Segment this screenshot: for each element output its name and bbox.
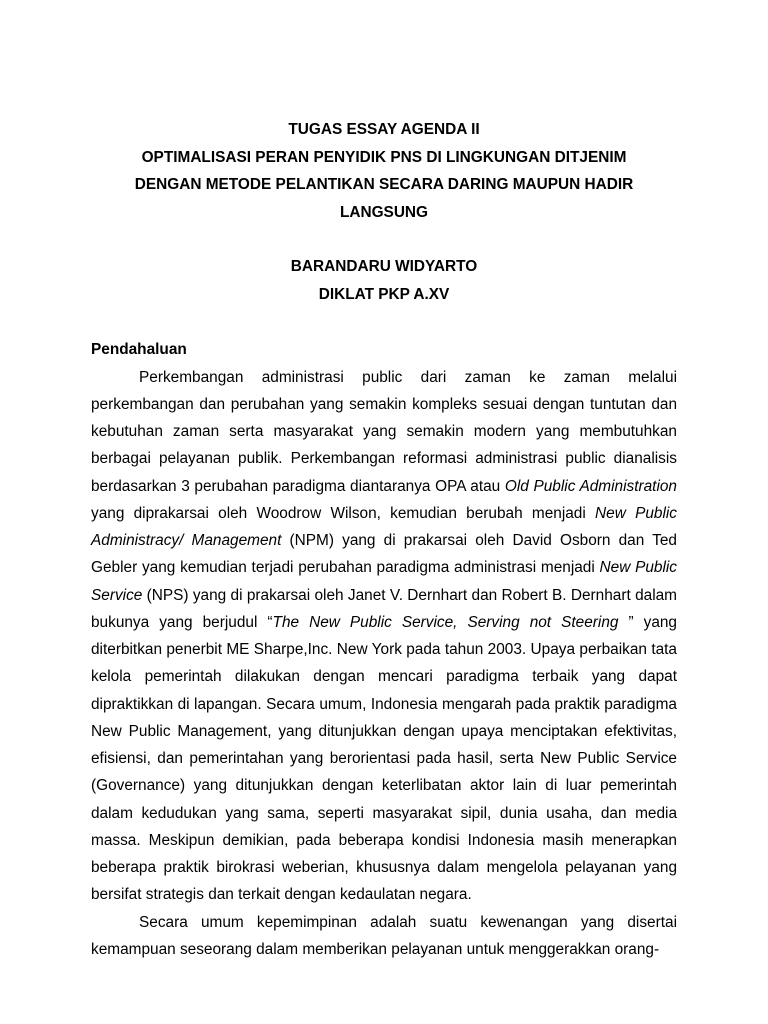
paragraph-1-italic-4: The New Public Service, Serving not Steering — [272, 613, 629, 631]
title-line-1: TUGAS ESSAY AGENDA II — [288, 121, 480, 138]
paragraph-1-text-1: Perkembangan administrasi public dari zaman ke zaman melalui perkembangan dan perubahan yang semakin kompleks sesuai dengan tuntutan dan kebutuhan zaman serta masyarakat yang semakin modern yang membutuhkan berbagai pelayanan publik. Perkembangan reformasi administrasi public dianalisis berdasarkan 3 perubahan paradigma diantaranya OPA atau — [91, 368, 677, 495]
paragraph-1 — [91, 364, 677, 909]
paragraph-1-text-4: (NPS) yang di prakarsai oleh Janet V. Dernhart dan Robert B. Dernhart dalam bukunya yang berjudul “ — [91, 586, 677, 631]
author-block — [91, 253, 677, 308]
document-title — [91, 116, 677, 226]
paragraph-1-text-5: ” yang diterbitkan penerbit ME Sharpe,Inc. New York pada tahun 2003. Upaya perbaikan tata kelola pemerintah dilakukan dengan mencari paradigma terbaik yang dapat dipraktikkan di lapangan. Secara umum, Indonesia mengarah pada praktik paradigma New Public Management, yang ditunjukkan dengan upaya menciptakan efektivitas, efisiensi, dan pemerintahan yang berorientasi pada hasil, serta New Public Service (Governance) yang ditunjukkan dengan keterlibatan aktor lain di luar pemerintah dalam kedudukan yang sama, seperti masyarakat sipil, dunia usaha, dan media massa. Meskipun demikian, pada beberapa kondisi Indonesia masih menerapkan beberapa praktik birokrasi weberian, khususnya dalam mengelola pelayanan yang bersifat strategis dan terkait dengan kedaulatan negara. — [91, 613, 677, 904]
paragraph-2-text: Secara umum kepemimpinan adalah suatu kewenangan yang disertai kemampuan seseorang dalam memberikan pelayanan untuk menggerakkan orang- — [91, 913, 677, 958]
paragraph-1-italic-2: New Public Administracy/ Management — [91, 504, 677, 549]
paragraph-1-italic-3: New Public Service — [91, 559, 678, 604]
paragraph-1-text-3: (NPM) yang di prakarsai oleh David Osborn dan Ted Gebler yang kemudian terjadi perubahan paradigma administrasi menjadi — [91, 532, 677, 577]
title-line-2: OPTIMALISASI PERAN PENYIDIK PNS DI LINGKUNGAN DITJENIM — [141, 148, 627, 166]
section-heading: Pendahaluan — [91, 341, 187, 358]
paragraph-1-italic-1: Old Public Administration — [504, 477, 677, 495]
title-line-3: DENGAN METODE PELANTIKAN SECARA DARING MAUPUN HADIR LANGSUNG — [134, 176, 634, 221]
author-name: BARANDARU WIDYARTO — [290, 258, 478, 275]
paragraph-2 — [91, 909, 677, 964]
author-program: DIKLAT PKP A.XV — [318, 285, 450, 303]
paragraph-1-text-2: yang diprakarsai oleh Woodrow Wilson, kemudian berubah menjadi — [91, 504, 596, 522]
